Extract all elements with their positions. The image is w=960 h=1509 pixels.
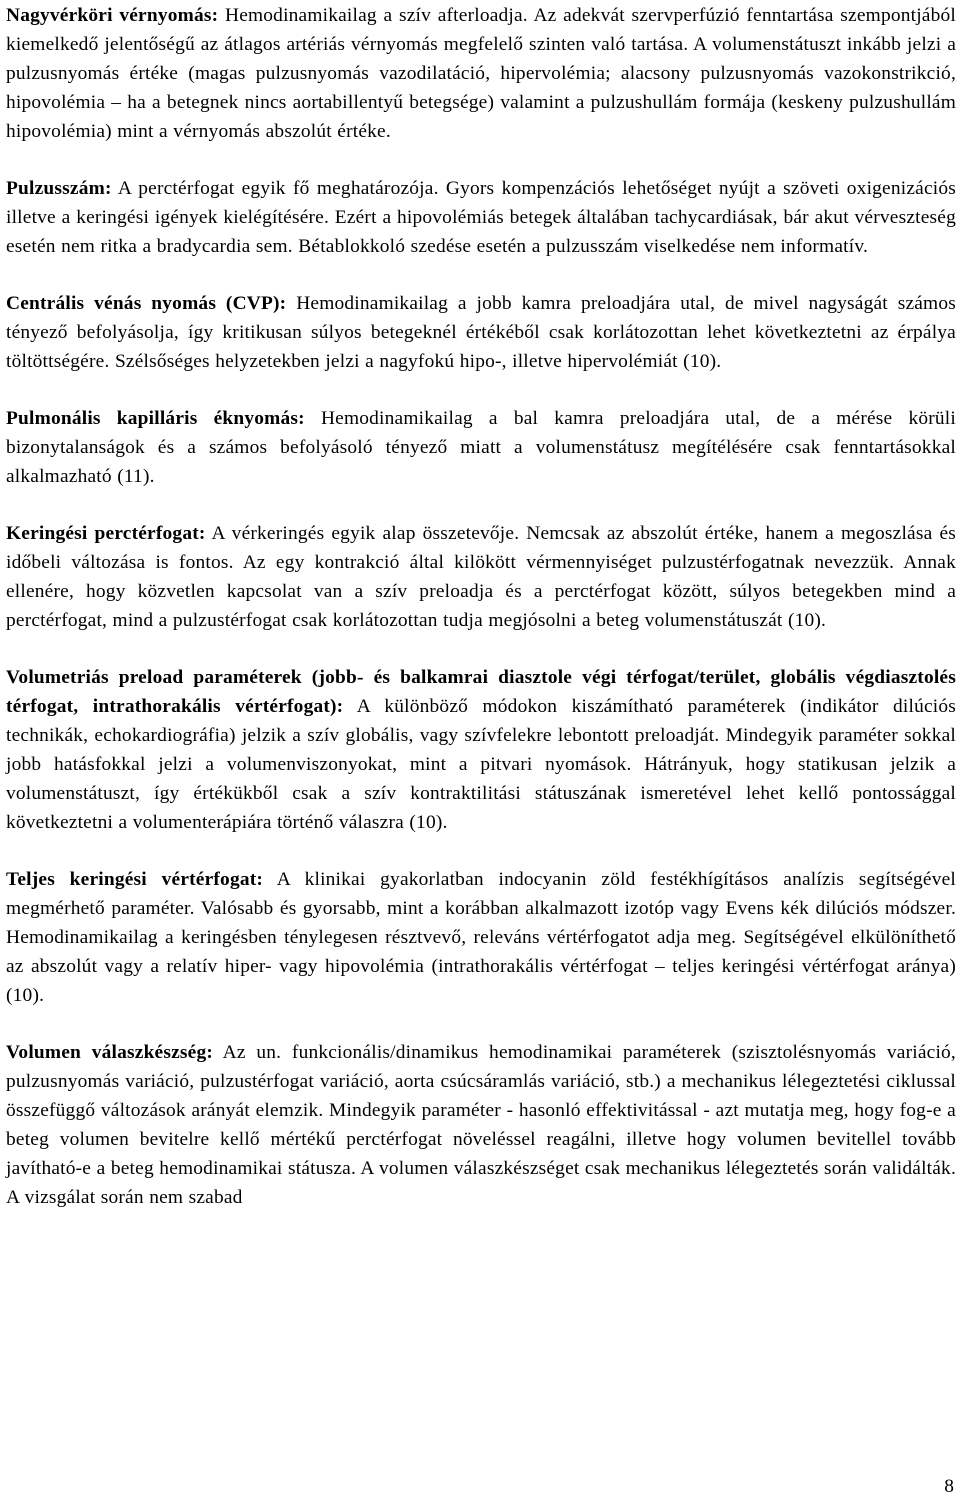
document-page [6,2,956,1212]
term-cvp: Centrális vénás nyomás (CVP): [6,293,287,315]
paragraph-text: A perctérfogat egyik fő meghatározója. Gyors kompenzációs lehetőséget nyújt a szöveti oxigenizációs illetve a keringési igények kielégítésére. Ezért a hipovolémiás betegek általában tachycardiásak, bár akut vérveszteség esetén nem ritka a bradycardia sem. Bétablokkoló szedése esetén a pulzusszám viselkedése nem informatív. [6,177,956,257]
paragraph-text: Hemodinamikailag a bal kamra preloadjára utal, de a mérése körüli bizonytalanságok és a számos befolyásoló tényező miatt a volumenstátusz megítélésére csak fenntartásokkal alkalmazható (11). [6,408,956,487]
paragraph-nagyverkori-vernyomas [6,2,956,147]
term-pulmonalis-kapillaris-eknyomas: Pulmonális kapilláris éknyomás: [6,408,305,430]
paragraph-volumetrias-preload [6,664,956,837]
term-teljes-keringesi-vertérfogat: Teljes keringési vértérfogat: [6,869,264,891]
paragraph-pulzusszam [6,175,956,262]
paragraph-text: A különböző módokon kiszámítható paraméterek (indikátor dilúciós technikák, echokardiográfia) jelzik a szív globális, vagy szívfelekre lebontott preloadját. Mindegyik paraméter sokkal jobb hatásfokkal jelzi a volumenviszonyokat, mint a pitvari nyomások. Hátrányuk, hogy statikusan jelzik a volumenstátuszt, így értékükből csak a szív kontraktilitási státuszának ismeretével lehet kellő pontossággal következtetni a volumenterápiára történő válaszra (10). [6,696,957,833]
paragraph-keringesi-perctérfogat [6,520,956,636]
term-volumen-valaszkeszseg: Volumen válaszkészség: [6,1042,214,1064]
paragraph-text: Hemodinamikailag a jobb kamra preloadjára utal, de mivel nagyságát számos tényező befolyásolja, így kritikusan súlyos betegeknél értékéből csak korlátozottan lehet következtetni az érpálya töltöttségére. Szélsőséges helyzetekben jelzi a nagyfokú hipo-, illetve hipervolémiát (10). [6,293,956,372]
paragraph-pulmonalis-kapillaris-eknyomas [6,405,956,492]
term-pulzusszam: Pulzusszám: [6,177,112,199]
paragraph-text: Az un. funkcionális/dinamikus hemodinamikai paraméterek (szisztolésnyomás variáció, pulzusnyomás variáció, pulzustérfogat variáció, aorta csúcsáramlás variáció, stb.) a mechanikus lélegeztetési ciklussal összefüggő változások arányát elemzik. Mindegyik paraméter - hasonló effektivitással - azt mutatja meg, hogy fog-e a beteg volumen bevitelre kellő mértékű perctérfogat növeléssel reagálni, illetve hogy volumen bevitellel tovább javítható-e a beteg hemodinamikai státusza. A volumen válaszkészséget csak mechanikus lélegeztetés során validálták. A vizsgálat során nem szabad [6,1042,956,1208]
paragraph-volumen-valaszkeszseg [6,1039,956,1212]
term-keringesi-perctérfogat: Keringési perctérfogat: [6,523,206,545]
paragraph-cvp [6,290,956,377]
paragraph-text: A klinikai gyakorlatban indocyanin zöld festékhígításos analízis segítségével megmérhető paraméter. Valósabb és gyorsabb, mint a korábban alkalmazott izotóp vagy Evens kék dilúciós módszer. Hemodinamikailag a keringésben ténylegesen résztvevő, releváns vértérfogatot adja meg. Segítségével elkülöníthető az abszolút vagy a relatív hiper- vagy hipovolémia (intrathorakális vértérfogat – teljes keringési vértérfogat aránya) (10). [6,869,956,1006]
paragraph-teljes-keringesi-vertérfogat [6,866,956,1011]
page-number: 8 [944,1476,954,1497]
term-nagyverkori-vernyomas: Nagyvérköri vérnyomás: [6,5,219,26]
paragraph-text: Hemodinamikailag a szív afterloadja. Az adekvát szervperfúzió fenntartása szempontjából kiemelkedő jelentőségű az átlagos artériás vérnyomás megfelelő szinten való tartása. A volumenstátuszt inkább jelzi a pulzusnyomás értéke (magas pulzusnyomás vazodilatáció, hipervolémia; alacsony pulzusnyomás vazokonstrikció, hipovolémia – ha a betegnek nincs aortabillentyű betegsége) valamint a pulzushullám formája (keskeny pulzushullám hipovolémia) mint a vérnyomás abszolút értéke. [6,5,956,142]
paragraph-text: A vérkeringés egyik alap összetevője. Nemcsak az abszolút értéke, hanem a megoszlása és időbeli változása is fontos. Az egy kontrakció által kilökött vérmennyiséget pulzustérfogatnak nevezzük. Annak ellenére, hogy közvetlen kapcsolat van a szív preloadja és a perctérfogat között, súlyos betegekben mind a perctérfogat, mind a pulzustérfogat csak korlátozottan tudja megjósolni a beteg volumenstátuszát (10). [6,523,956,631]
term-volumetrias-preload: Volumetriás preload paraméterek (jobb- és balkamrai diasztole végi térfogat/terület, globális végdiasztolés térfogat, intrathorakális vértérfogat): [6,667,956,718]
